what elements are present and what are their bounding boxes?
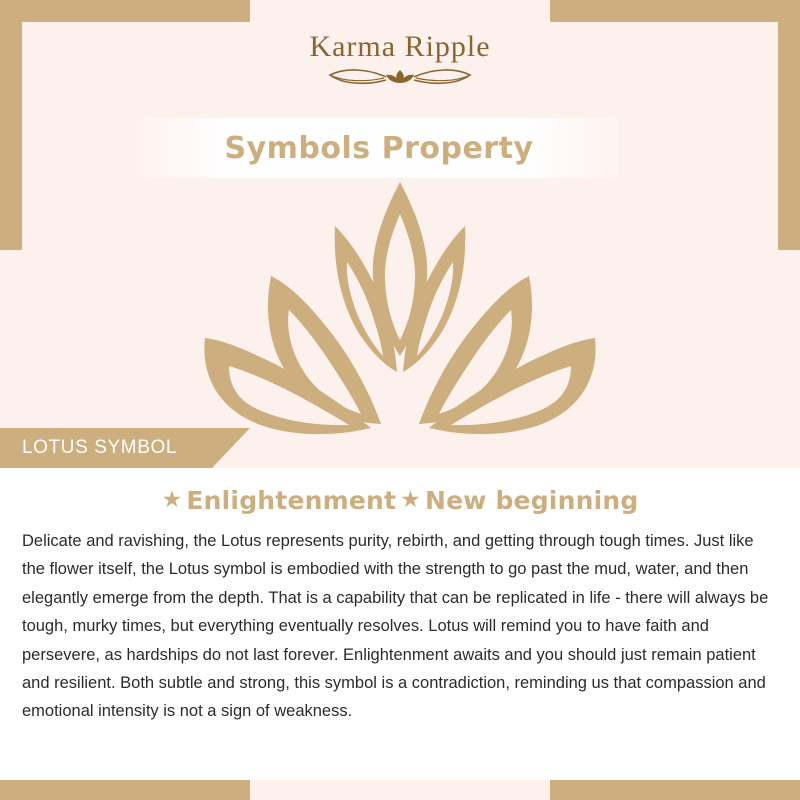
star-icon-right: ★ (400, 487, 421, 513)
brand-name: Karma Ripple (309, 30, 491, 63)
ribbon-tip (212, 428, 250, 468)
headline-new-beginning: New beginning (424, 486, 639, 515)
headline-row (22, 486, 778, 515)
description-paragraph: Delicate and ravishing, the Lotus represents purity, rebirth, and getting through tough times. Just like the flower itself, the Lotus symbol is embodied with the strength to go past the mud, water, and then elegantly emerge from the depth. That is a capability that can be replicated in life - there will always be tough, murky times, but everything eventually resolves. Lotus will remind you to have faith and persevere, as hardships do not last forever. Enlightenment awaits and you should just remain patient and resilient. Both subtle and strong, this symbol is a contradiction, reminding us that compassion and emotional intensity is not a sign of weakness. (22, 532, 769, 721)
lotus-flourish-icon (270, 66, 530, 88)
lotus-flower-icon (185, 170, 615, 460)
brand-lockup (0, 30, 800, 88)
ribbon-label: LOTUS SYMBOL (22, 437, 178, 458)
star-icon-left: ★ (161, 487, 183, 513)
description-block (0, 468, 800, 780)
page-title: Symbols Property (224, 130, 534, 166)
title-banner (140, 118, 618, 178)
headline-enlightenment: Enlightenment (186, 486, 397, 515)
lotus-symbol-ribbon (0, 428, 250, 468)
lotus-illustration (0, 170, 800, 460)
